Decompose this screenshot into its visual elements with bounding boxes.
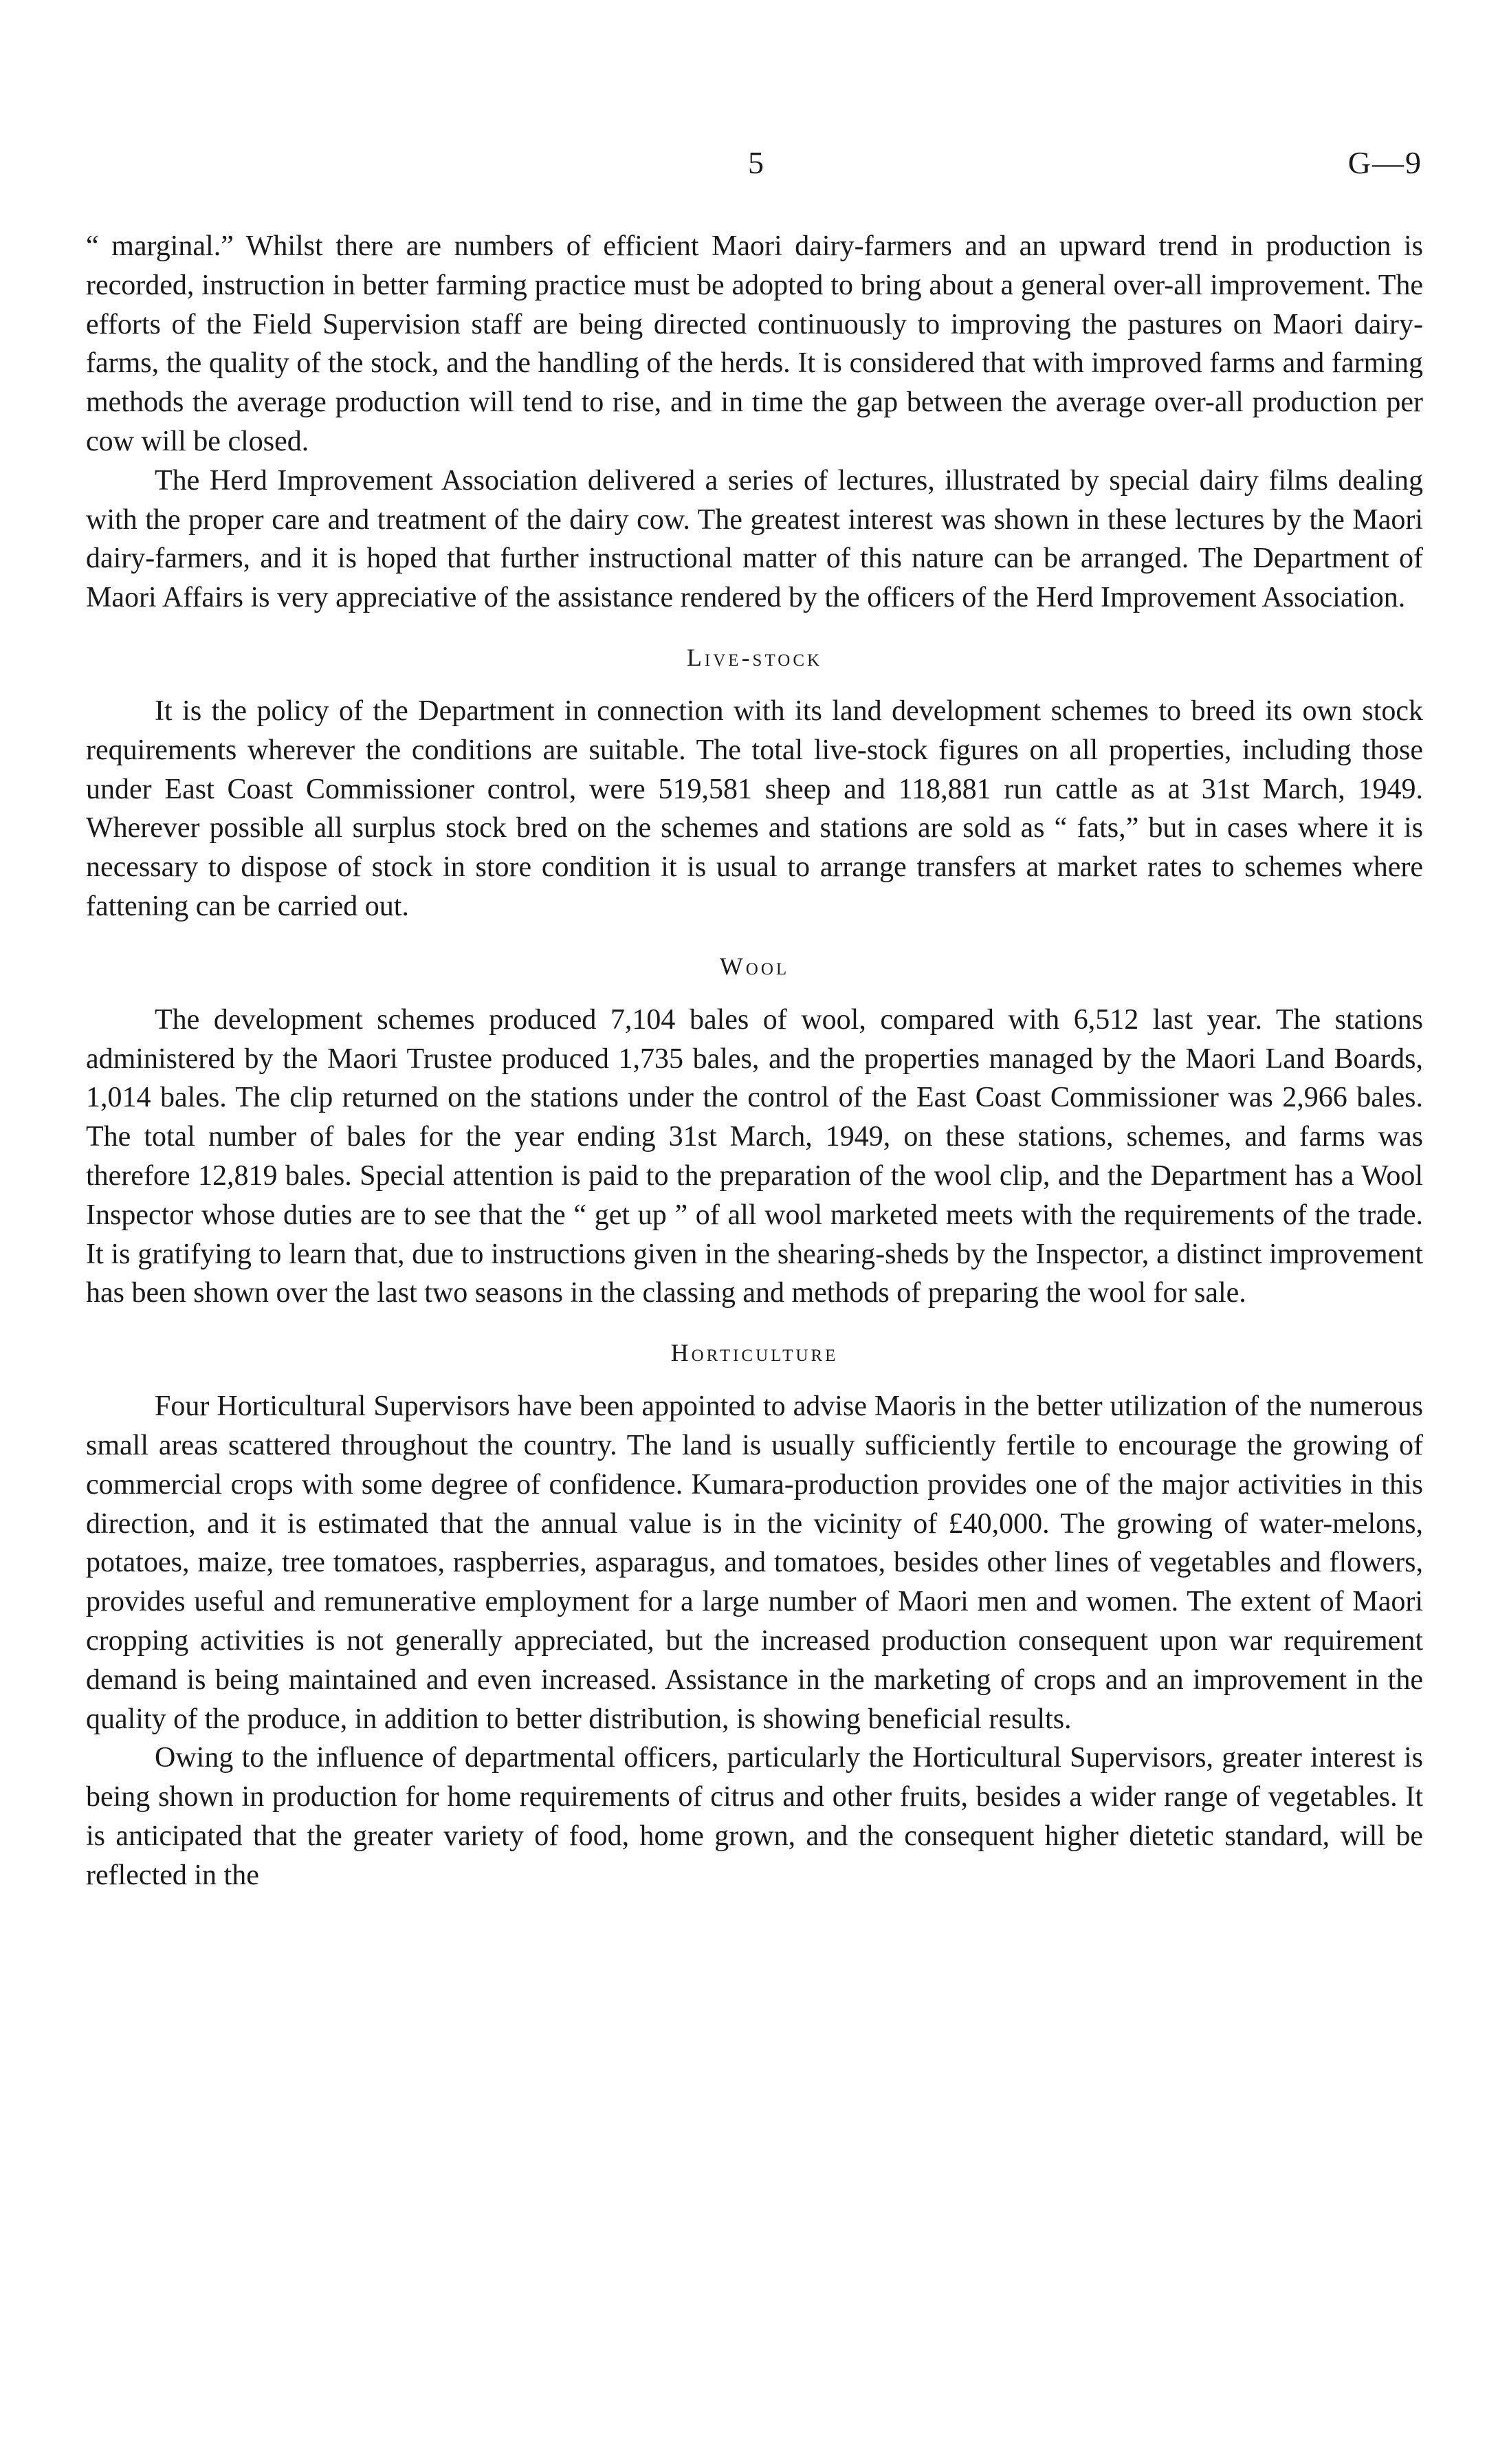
page-number: 5 <box>748 145 764 180</box>
paragraph-herd-improvement: The Herd Improvement Association delivered a series of lectures, illustrated by special dairy films dealing with the proper care and treatment of the dairy cow. The greatest interest was shown in these lectures by the Maori dairy-farmers, and it is hoped that further instructional matter of this nature can be arranged. The Department of Maori Affairs is very appreciative of the assistance rendered by the officers of the Herd Improvement Association. <box>86 464 1423 614</box>
paragraph-home-production: Owing to the influence of departmental officers, particularly the Horticultural Supervisors, greater interest is being shown in production for home requirements of citrus and other fruits, besides a wider range of vegetables. It is anticipated that the greater variety of food, home grown, and the consequent higher dietetic standard, will be reflected in the <box>86 1742 1423 1891</box>
paragraph-marginal-continuation: “ marginal.” Whilst there are numbers of efficient Maori dairy-farmers and an upward trend in production is recorded, instruction in better farming practice must be adopted to bring about a general over-all improvement. The efforts of the Field Supervision staff are being directed continuously to improving the pastures on Maori dairy-farms, the quality of the stock, and the handling of the herds. It is considered that with improved farms and farming methods the average production will tend to rise, and in time the gap between the average over-all production per cow will be closed. <box>86 230 1423 457</box>
paragraph-wool: The development schemes produced 7,104 bales of wool, compared with 6,512 last year. The stations administered by the Maori Trustee produced 1,735 bales, and the properties managed by the Maori Land Boards, 1,014 bales. The clip returned on the stations under the control of the East Coast Commissioner was 2,966 bales. The total number of bales for the year ending 31st March, 1949, on these stations, schemes, and farms was therefore 12,819 bales. Special attention is paid to the preparation of the wool clip, and the Department has a Wool Inspector whose duties are to see that the “ get up ” of all wool marketed meets with the requirements of the trade. It is gratifying to learn that, due to instructions given in the shearing-sheds by the Inspector, a distinct improvement has been shown over the last two seasons in the classing and methods of preparing the wool for sale. <box>86 1003 1423 1309</box>
section-heading-livestock: Live-stock <box>686 643 823 671</box>
page-header <box>0 144 1498 186</box>
paragraph-horticulture: Four Horticultural Supervisors have been appointed to advise Maoris in the better utilization of the numerous small areas scattered throughout the country. The land is usually sufficiently fertile to encourage the growing of commercial crops with some degree of confidence. Kumara-production provides one of the major activities in this direction, and it is estimated that the annual value is in the vicinity of £40,000. The growing of water-melons, potatoes, maize, tree tomatoes, raspberries, asparagus, and tomatoes, besides other lines of vegetables and flowers, provides useful and remunerative employment for a large number of Maori men and women. The extent of Maori cropping activities is not generally appreciated, but the increased production consequent upon war requirement demand is being maintained and even increased. Assistance in the marketing of crops and an improvement in the quality of the produce, in addition to better distribution, is showing beneficial results. <box>86 1391 1423 1735</box>
document-code: G—9 <box>1347 145 1422 180</box>
paragraph-livestock: It is the policy of the Department in connection with its land development schemes to breed its own stock requirements wherever the conditions are suitable. The total live-stock figures on all properties, including those under East Coast Commissioner control, were 519,581 sheep and 118,881 run cattle as at 31st March, 1949. Wherever possible all surplus stock bred on the schemes and stations are sold as “ fats,” but in cases where it is necessary to dispose of stock in store condition it is usual to arrange transfers at market rates to schemes where fattening can be carried out. <box>86 695 1423 922</box>
body-text <box>86 227 1423 1895</box>
section-heading-horticulture: Horticulture <box>670 1339 839 1367</box>
section-heading-wool: Wool <box>719 952 790 980</box>
